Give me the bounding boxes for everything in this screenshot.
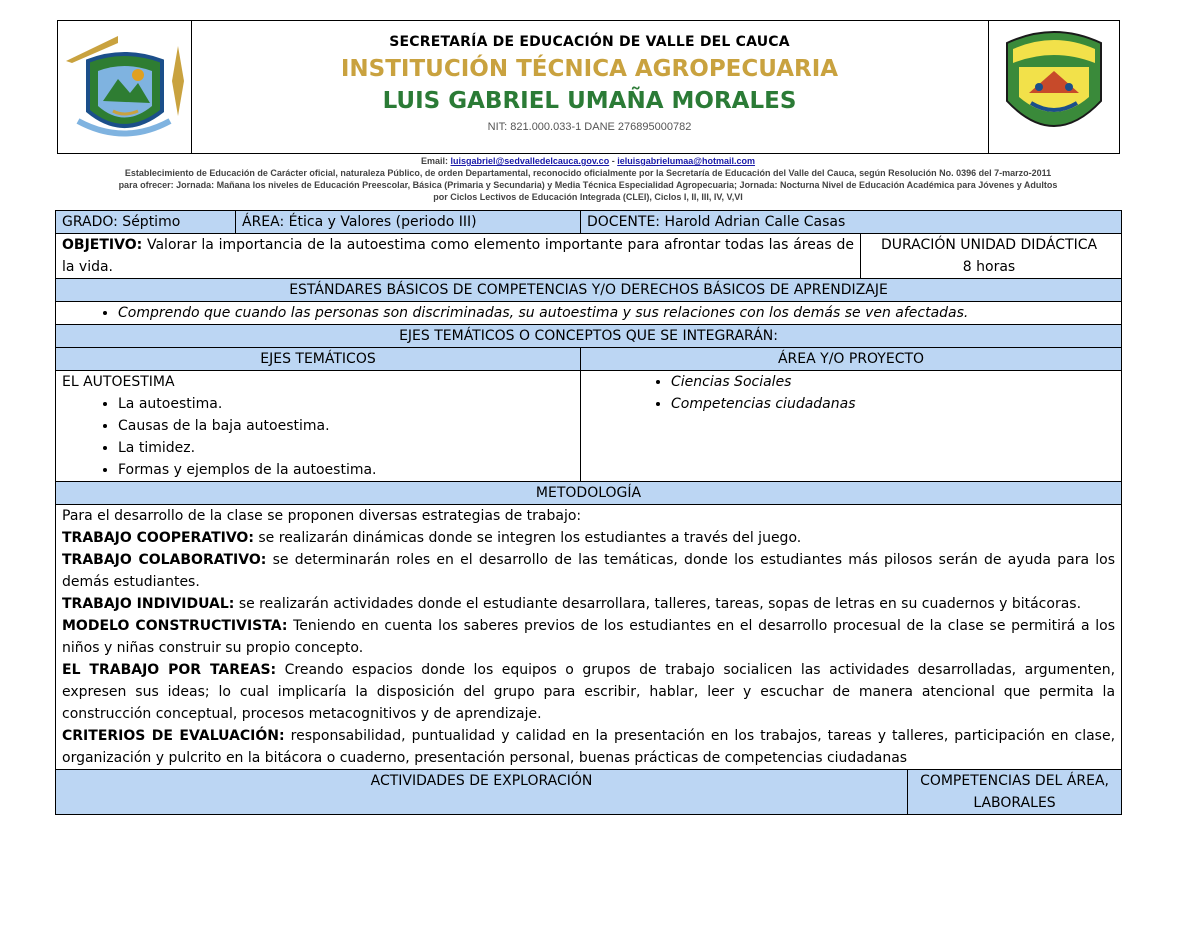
duracion-label: DURACIÓN UNIDAD DIDÁCTICA	[880, 237, 1098, 253]
ejes-list	[62, 393, 574, 481]
estandares-header-row	[56, 279, 1122, 302]
docente-cell: DOCENTE: Harold Adrian Calle Casas	[581, 211, 1122, 234]
metodologia-cell	[56, 505, 1122, 770]
info-line-ciclos: por Ciclos Lectivos de Educación Integrada (CLEI), Ciclos I, II, III, IV, V,VI	[433, 192, 743, 202]
estandares-cell	[56, 302, 1122, 325]
metodologia-item-label: TRABAJO COOPERATIVO:	[62, 530, 254, 546]
metodologia-item-label: TRABAJO INDIVIDUAL:	[62, 596, 235, 612]
metodologia-item-label: MODELO CONSTRUCTIVISTA:	[62, 618, 288, 634]
institution-info	[48, 155, 1128, 203]
eje-item: • Formas y ejemplos de la autoestima.	[118, 459, 574, 481]
eje-item: • La timidez.	[118, 437, 574, 459]
email-label: Email:	[420, 156, 448, 166]
header-left-logo-cell	[58, 21, 192, 153]
competencias-header: COMPETENCIAS DEL ÁREA, LABORALES	[908, 770, 1122, 815]
ejes-content-row	[56, 371, 1122, 482]
metodologia-item	[62, 659, 1115, 725]
institution-name: LUIS GABRIEL UMAÑA MORALES	[382, 88, 797, 114]
metodologia-item	[62, 615, 1115, 659]
metodologia-item	[62, 527, 1115, 549]
objetivo-cell	[56, 234, 861, 279]
info-line-jornadas: para ofrecer: Jornada: Mañana los niveles de Educación Preescolar, Básica (Primaria y Secundaria) y Media Técnica Especialidad Agropecuaria; Jornada: Nocturna Nivel de Educación Académica para Jóvenes y Adultos	[118, 180, 1058, 190]
metodologia-item-label: EL TRABAJO POR TAREAS:	[62, 662, 277, 678]
area-proyecto-col-header: ÁREA Y/O PROYECTO	[581, 348, 1122, 371]
institution-title: INSTITUCIÓN TÉCNICA AGROPECUARIA	[340, 56, 839, 82]
header-row	[56, 211, 1122, 234]
ejes-header: EJES TEMÁTICOS O CONCEPTOS QUE SE INTEGRARÁN:	[56, 325, 1122, 348]
actividades-header: ACTIVIDADES DE EXPLORACIÓN	[56, 770, 908, 815]
duracion-cell	[861, 234, 1122, 279]
info-line-resolution: Establecimiento de Educación de Carácter oficial, naturaleza Público, de orden Departamental, reconocido oficialmente por la Secretaría de Educación del Valle del Cauca, según Resolución No. 0396 del 7-marzo-2011	[124, 168, 1052, 178]
lesson-plan-table	[55, 210, 1122, 815]
grado-cell: GRADO: Séptimo	[56, 211, 236, 234]
metodologia-item-label: TRABAJO COLABORATIVO:	[62, 552, 267, 568]
metodologia-intro: Para el desarrollo de la clase se proponen diversas estrategias de trabajo:	[62, 508, 582, 524]
email-link-2[interactable]: ieluisgabrielumaa@hotmail.com	[617, 156, 756, 166]
estandares-row	[56, 302, 1122, 325]
metodologia-item-text: se realizarán dinámicas donde se integren los estudiantes a través del juego.	[253, 530, 802, 546]
email-link-1[interactable]: luisgabriel@sedvalledelcauca.gov.co	[450, 156, 610, 166]
valle-coat-of-arms-icon	[58, 21, 191, 153]
estandar-item: • Comprendo que cuando las personas son discriminadas, su autoestima y sus relaciones con los demás se ven afectadas.	[118, 302, 1115, 324]
document-header	[57, 20, 1120, 154]
metodologia-item	[62, 725, 1115, 769]
objetivo-row	[56, 234, 1122, 279]
metodologia-item-text: responsabilidad, puntualidad y calidad en la presentación en los trabajos, tareas y talleres, participación en clase, organización y pulcrito en la bitácora o cuaderno, presentación personal, buenas prácticas de competencias ciudadanas	[62, 728, 1116, 766]
metodologia-item-text: se realizarán actividades donde el estudiante desarrollara, talleres, tareas, sopas de letras en su cuadernos y bitácoras.	[234, 596, 1082, 612]
metodologia-item-text: se determinarán roles en el desarrollo de las temáticas, donde los estudiantes más pilosos serán de ayuda para los demás estudiantes.	[62, 552, 1116, 590]
metodologia-header: METODOLOGÍA	[56, 482, 1122, 505]
metodologia-item-text: Teniendo en cuenta los saberes previos de los estudiantes en el desarrollo procesual de la clase se permitirá a los niños y niñas construir su propio concepto.	[62, 618, 1116, 656]
eje-item: • Causas de la baja autoestima.	[118, 415, 574, 437]
proyecto-list	[587, 371, 1115, 415]
ejes-tematicos-col-header: EJES TEMÁTICOS	[56, 348, 581, 371]
metodologia-item-text: Creando espacios donde los equipos o grupos de trabajo socialicen las actividades desarrolladas, argumenten, expresen sus ideas; lo cual implicaría la disposición del grupo para escribir, hablar, leer y escuchar de manera atencional que permita la construcción conceptual, procesos metacognitivos y de aprendizaje.	[62, 662, 1116, 722]
secretaria-title: SECRETARÍA DE EDUCACIÓN DE VALLE DEL CAUCA	[389, 34, 790, 50]
school-shield-icon	[989, 21, 1119, 153]
metodologia-header-row	[56, 482, 1122, 505]
metodologia-item	[62, 549, 1115, 593]
ejes-content-cell	[56, 371, 581, 482]
eje-item: • La autoestima.	[118, 393, 574, 415]
header-title-cell	[191, 21, 989, 153]
proyecto-content-cell	[581, 371, 1122, 482]
ejes-title: EL AUTOESTIMA	[62, 374, 175, 390]
email-line	[48, 155, 1128, 167]
estandares-list	[62, 302, 1115, 324]
proyecto-item: • Competencias ciudadanas	[671, 393, 1115, 415]
nit-dane: NIT: 821.000.033-1 DANE 276895000782	[487, 121, 692, 133]
duracion-value: 8 horas	[962, 259, 1016, 275]
area-cell: ÁREA: Ética y Valores (periodo III)	[236, 211, 581, 234]
estandares-header: ESTÁNDARES BÁSICOS DE COMPETENCIAS Y/O DERECHOS BÁSICOS DE APRENDIZAJE	[56, 279, 1122, 302]
header-right-logo-cell	[989, 21, 1119, 153]
metodologia-row	[56, 505, 1122, 770]
ejes-header-row	[56, 325, 1122, 348]
ejes-columns-row	[56, 348, 1122, 371]
actividades-header-row	[56, 770, 1122, 815]
metodologia-item-label: CRITERIOS DE EVALUACIÓN:	[62, 728, 285, 744]
proyecto-item: • Ciencias Sociales	[671, 371, 1115, 393]
metodologia-item	[62, 593, 1115, 615]
objetivo-text: Valorar la importancia de la autoestima como elemento importante para afrontar todas las áreas de la vida.	[62, 237, 854, 275]
objetivo-label: OBJETIVO:	[62, 237, 143, 253]
email-separator: -	[609, 156, 618, 166]
